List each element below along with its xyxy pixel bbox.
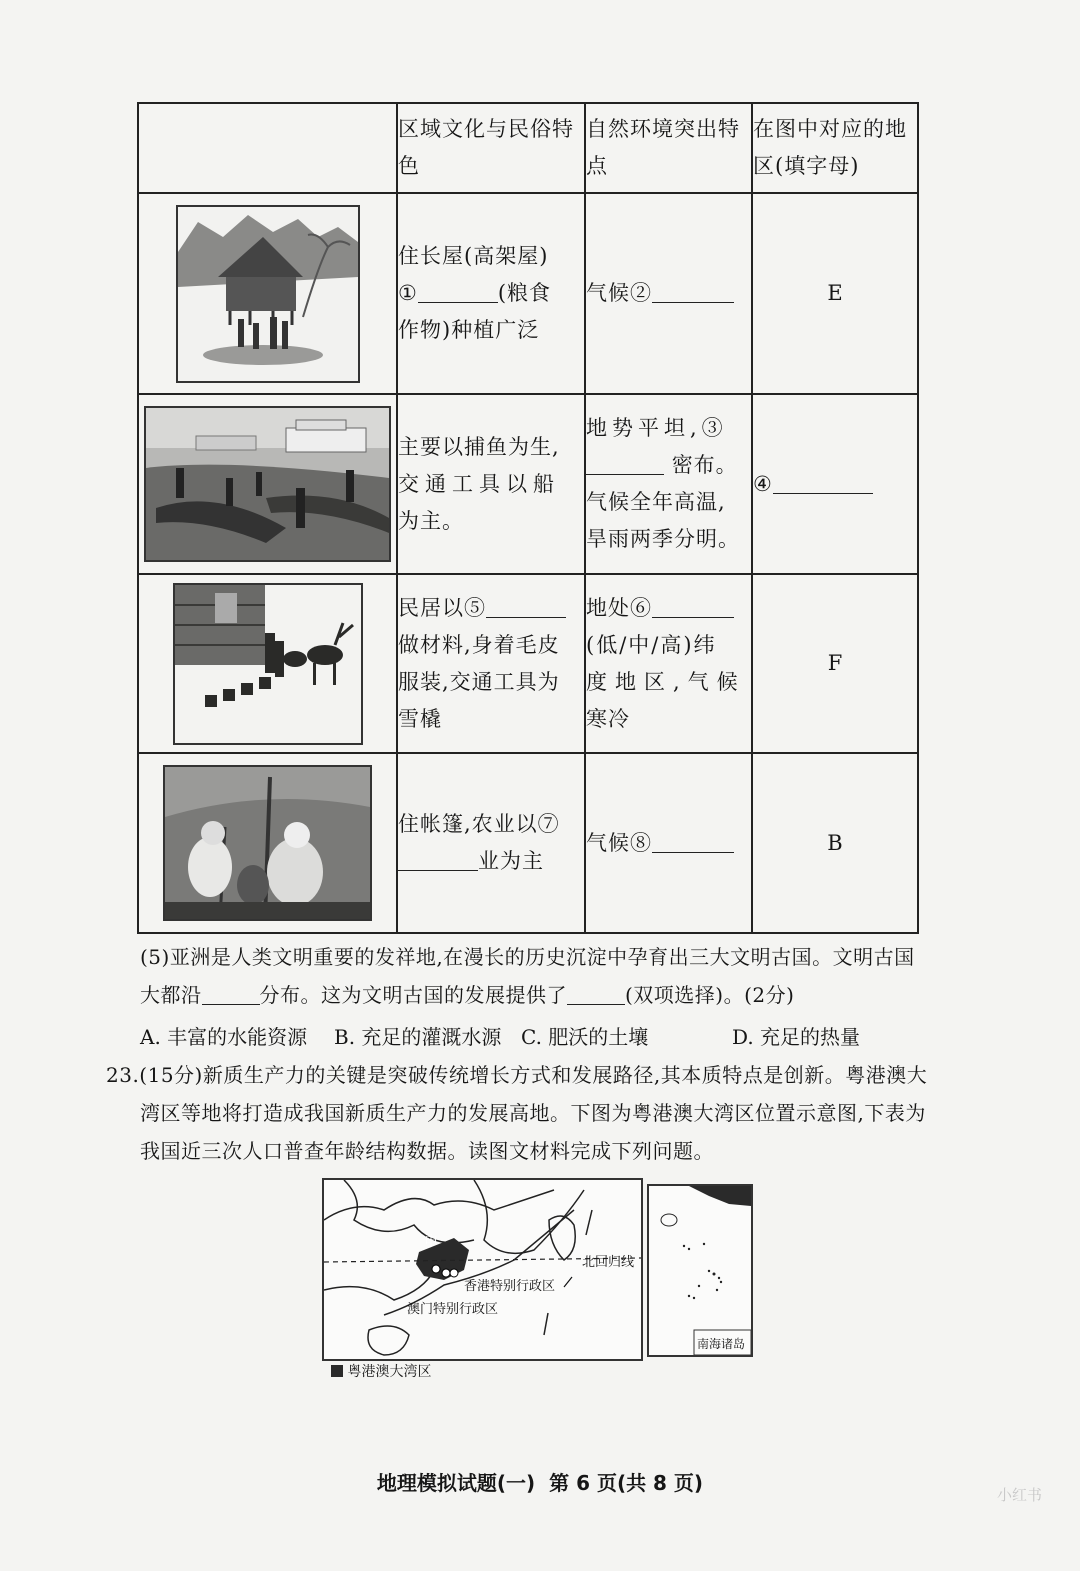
table-row (138, 574, 918, 753)
region-cell-4: B (752, 753, 918, 933)
photo-cell (138, 753, 397, 933)
greater-bay-area-map (322, 1178, 643, 1361)
south-china-sea-inset (647, 1184, 753, 1357)
answer-blank-6[interactable] (652, 596, 734, 618)
culture-cell-1: 住长屋(高架屋) ① (粮食 作物)种植广泛 (397, 193, 585, 394)
table-row (138, 753, 918, 933)
option-c[interactable]: C. 肥沃的土壤 (521, 1025, 649, 1049)
culture-cell-2: 主要以捕鱼为生, 交通工具以船 为主。 (397, 394, 585, 574)
culture-cell-4: 住帐篷,农业以⑦ 业为主 (397, 753, 585, 933)
fishing-boats-photo (144, 406, 391, 562)
tent-nomads-photo (163, 765, 372, 921)
header-nature: 自然环境突出特点 (585, 103, 752, 193)
region-cell-3: F (752, 574, 918, 753)
question-23-line3: 我国近三次人口普查年龄结构数据。读图文材料完成下列问题。 (140, 1139, 714, 1163)
answer-blank-q5a[interactable] (202, 984, 260, 1005)
question-23 (106, 1056, 956, 1170)
header-region: 在图中对应的地区(填字母) (752, 103, 918, 193)
question-5-line2: 大都沿 分布。这为文明古国的发展提供了 (双项选择)。(2分) (140, 983, 795, 1007)
capital-marker: 申 (424, 1234, 438, 1250)
nature-cell-3: 地处⑥ (低/中/高)纬 度地区,气候 寒冷 (585, 574, 752, 753)
nature-cell-2: 地势平坦,③ 密布。 气候全年高温, 旱雨两季分明。 (585, 394, 752, 574)
answer-blank-4[interactable] (773, 472, 873, 494)
question-5 (140, 938, 960, 1014)
legend-swatch (331, 1365, 343, 1377)
macau-label: 澳门特别行政区 (407, 1302, 499, 1317)
watermark: 小红书 (996, 1486, 1042, 1504)
question-5-line1: (5)亚洲是人类文明重要的发祥地,在漫长的历史沉淀中孕育出三大文明古国。文明古国 (140, 945, 915, 969)
nature-cell-4: 气候⑧ (585, 753, 752, 933)
answer-blank-1[interactable] (418, 281, 498, 303)
question-23-line2: 湾区等地将打造成我国新质生产力的发展高地。下图为粤港澳大湾区位置示意图,下表为 (140, 1101, 926, 1125)
table-row (138, 193, 918, 394)
nature-cell-1: 气候② (585, 193, 752, 394)
answer-blank-2[interactable] (652, 281, 734, 303)
table-row (138, 394, 918, 574)
region-cell-1: E (752, 193, 918, 394)
option-d[interactable]: D. 充足的热量 (732, 1025, 861, 1049)
header-culture: 区域文化与民俗特色 (397, 103, 585, 193)
region-cell-2: ④ (752, 394, 918, 574)
answer-blank-8[interactable] (652, 831, 734, 853)
reindeer-sled-photo (173, 583, 363, 745)
answer-blank-7[interactable] (398, 849, 478, 871)
map-legend (331, 1361, 431, 1381)
photo-cell (138, 394, 397, 574)
culture-cell-3: 民居以⑤ 做材料,身着毛皮 服装,交通工具为 雪橇 (397, 574, 585, 753)
tropic-of-cancer-label: 北回归线 (582, 1255, 635, 1270)
south-sea-islands-label: 南海诸岛 (697, 1337, 746, 1351)
option-b[interactable]: B. 充足的灌溉水源 (334, 1025, 502, 1049)
table-header-row (138, 103, 918, 193)
option-a[interactable]: A. 丰富的水能资源 (140, 1025, 308, 1049)
answer-blank-5[interactable] (486, 596, 566, 618)
answer-blank-3[interactable] (586, 453, 664, 475)
question-23-line1: 23.(15分)新质生产力的关键是突破传统增长方式和发展路径,其本质特点是创新。粤港澳大 (106, 1063, 928, 1087)
page-footer: 地理模拟试题(一) 第 6 页(共 8 页) (376, 1471, 704, 1495)
answer-blank-q5b[interactable] (567, 984, 625, 1005)
legend-label: 粤港澳大湾区 (347, 1364, 432, 1380)
photo-cell (138, 193, 397, 394)
hong-kong-label: 香港特别行政区 (464, 1279, 556, 1294)
photo-cell (138, 574, 397, 753)
header-empty-cell (138, 103, 397, 193)
stilt-house-photo (176, 205, 360, 383)
culture-environment-table (137, 102, 919, 934)
